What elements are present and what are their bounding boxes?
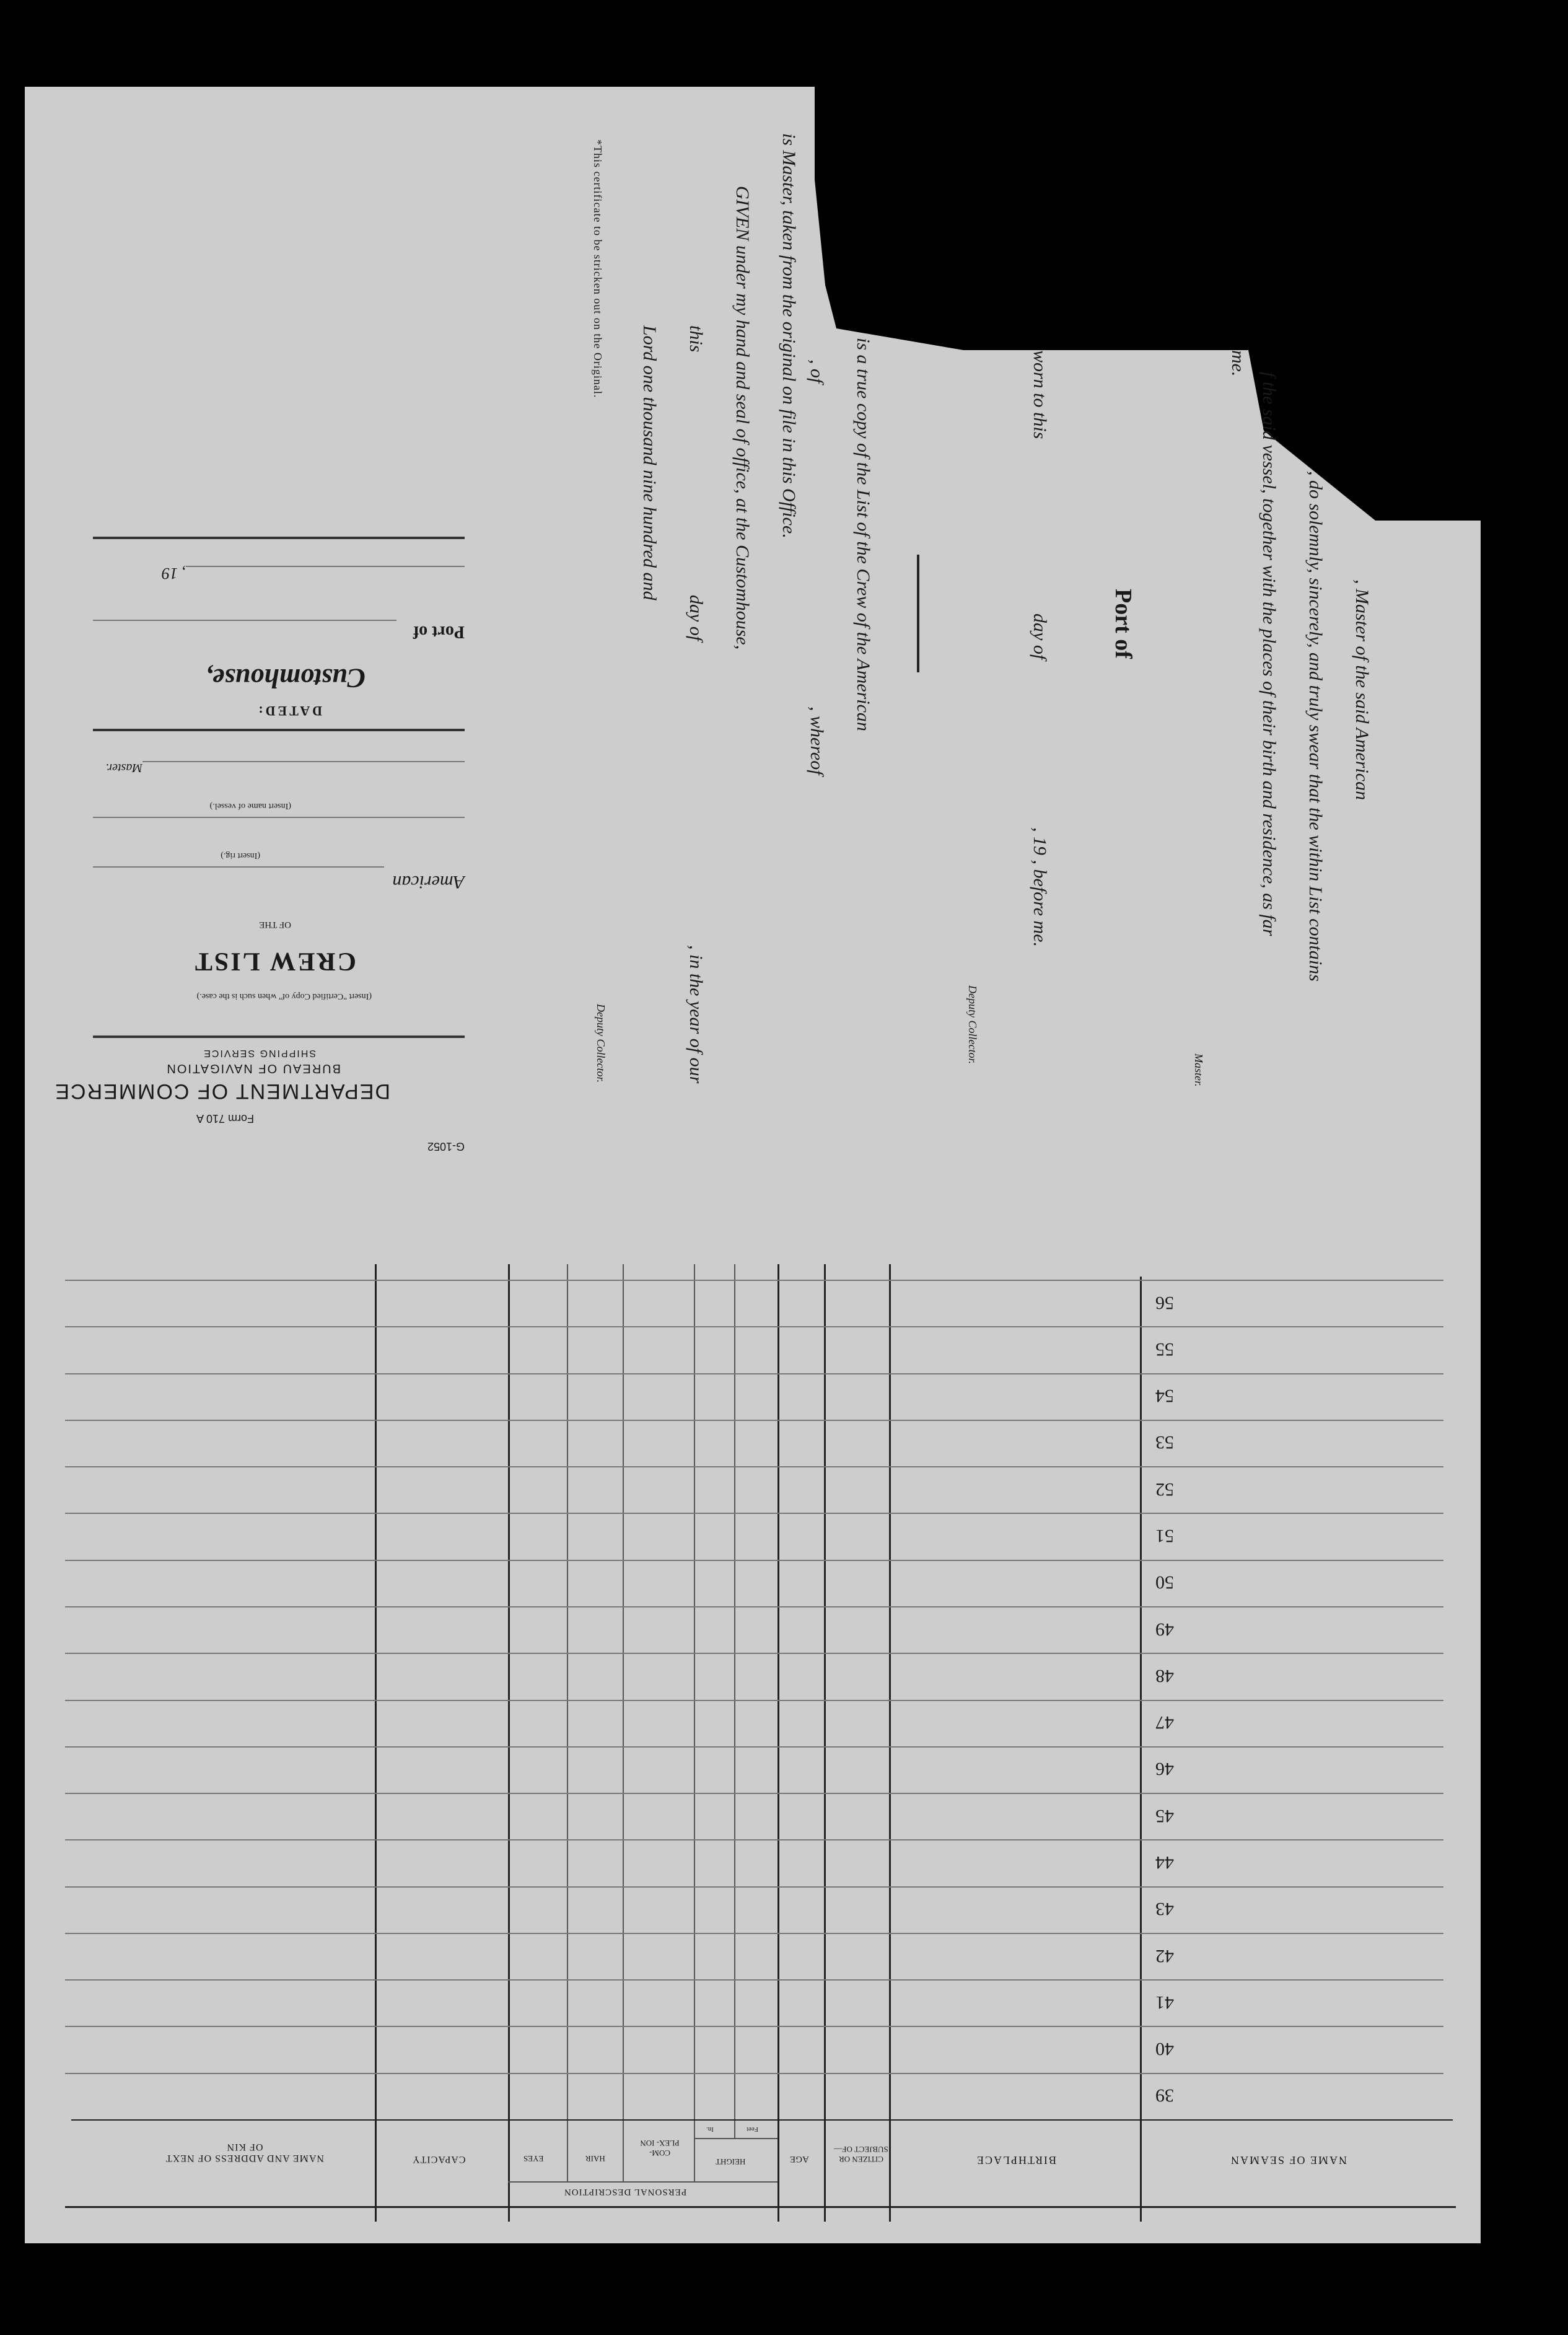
certified-note: (Insert "Certified Copy of" when such is the case.)	[196, 992, 372, 1001]
header-rule-2	[93, 729, 465, 731]
customhouse-label: Customhouse,	[206, 663, 366, 693]
header-feet: Feet	[747, 2126, 758, 2133]
header-top-rule	[71, 2119, 1453, 2121]
header-complexion: COM- PLEX- ION	[640, 2139, 680, 2158]
col-line-age	[824, 1264, 826, 2222]
table-row-number: 52	[1155, 1479, 1174, 1500]
height-sub-rule	[694, 2138, 777, 2139]
header-rule-1	[93, 1036, 465, 1038]
header-citizen: CITIZEN OR SUBJECT OF—	[834, 2145, 888, 2164]
col-line-capacity	[508, 1264, 510, 2222]
table-row-number: 55	[1155, 1339, 1174, 1360]
table-row-number: 40	[1155, 2039, 1174, 2059]
certificate-line-4: Lord one thousand nine hundred and	[639, 325, 660, 600]
table-row-number: 42	[1155, 1946, 1174, 1966]
oath-day-of: day of	[1030, 613, 1050, 660]
table-row-divider	[65, 1373, 1443, 1374]
certificate-rule	[917, 555, 919, 672]
master-line	[142, 761, 465, 762]
table-row-divider	[65, 1886, 1443, 1888]
certificate-deputy: Deputy Collector.	[595, 1004, 607, 1083]
col-line-eyes	[567, 1264, 568, 2181]
form-code: G-1052	[427, 1140, 465, 1153]
header-name-of-seaman: NAME OF SEAMAN	[1230, 2154, 1347, 2166]
personal-desc-rule	[508, 2181, 777, 2183]
table-row-divider	[65, 1839, 1443, 1840]
dept-title: DEPARTMENT OF COMMERCE	[54, 1080, 390, 1103]
header-birthplace: BIRTHPLACE	[976, 2154, 1056, 2166]
oath-line-4: me.	[1228, 350, 1248, 377]
certificate-year: , in the year of our	[686, 945, 706, 1084]
oath-sworn: worn to this	[1030, 350, 1050, 439]
table-row-divider	[65, 1420, 1443, 1421]
oath-line-2: , do solemnly, sincerely, and truly swear that the within List contains	[1305, 471, 1326, 982]
table-row-number: 46	[1155, 1759, 1174, 1779]
oath-year-before: , 19 , before me.	[1030, 827, 1050, 948]
port-line	[93, 620, 396, 621]
col-line-complexion	[694, 1264, 695, 2181]
form-number: Form 710 A	[196, 1112, 254, 1125]
table-row-divider	[65, 1653, 1443, 1654]
table-row-divider	[65, 1513, 1443, 1514]
col-line-height	[777, 1264, 779, 2222]
oath-port-of: Port of	[1110, 589, 1136, 659]
vessel-line	[93, 817, 465, 818]
year-label: , 19	[162, 565, 186, 583]
col-line-hair	[623, 1264, 624, 2181]
table-row-number: 53	[1155, 1432, 1174, 1453]
table-row-number: 50	[1155, 1572, 1174, 1593]
oath-line-3: f the said vessel, together with the places of their birth and residence, as far	[1259, 372, 1279, 936]
table-row-divider	[65, 1280, 1443, 1281]
table-row-number: 51	[1155, 1526, 1174, 1546]
table-row-divider	[65, 1933, 1443, 1934]
certificate-line-2: GIVEN under my hand and seal of office, at the Customhouse,	[732, 186, 753, 650]
table-row-number: 47	[1155, 1712, 1174, 1733]
table-row-divider	[65, 1700, 1443, 1701]
copy-line: is a true copy of the List of the Crew of the American	[853, 338, 874, 731]
table-row-number: 48	[1155, 1666, 1174, 1686]
col-line-birthplace	[1140, 1277, 1142, 2222]
of-the-label: OF THE	[259, 920, 291, 930]
header-next-of-kin: NAME AND ADDRESS OF NEXT OF KIN	[165, 2142, 325, 2163]
table-row-divider	[65, 2026, 1443, 2027]
table-row-number: 49	[1155, 1619, 1174, 1640]
rig-line	[93, 866, 384, 868]
table-row-divider	[65, 1746, 1443, 1748]
table-row-divider	[65, 1606, 1443, 1607]
oath-deputy: Deputy Collector.	[966, 985, 979, 1064]
certificate-footnote: *This certificate to be stricken out on the Original.	[592, 139, 604, 398]
col-line-height-in	[734, 1264, 735, 2138]
crew-table	[65, 1258, 1443, 2249]
table-row-divider	[65, 1560, 1443, 1561]
form-header-block	[54, 285, 465, 1153]
header-capacity: CAPACITY	[412, 2154, 466, 2165]
table-row-divider	[65, 1793, 1443, 1794]
header-personal: PERSONAL DESCRIPTION	[564, 2187, 687, 2197]
table-row-number: 43	[1155, 1899, 1174, 1919]
table-row-divider	[65, 1326, 1443, 1327]
crew-list-title: CREW LIST	[193, 947, 356, 975]
date-line	[186, 566, 465, 567]
header-eyes: EYES	[523, 2154, 544, 2163]
table-row-divider	[65, 1466, 1443, 1467]
table-row-number: 54	[1155, 1386, 1174, 1406]
insert-rig: (Insert rig.)	[221, 851, 260, 860]
oath-master-sig: Master.	[1193, 1053, 1205, 1087]
copy-whereof: , whereof	[807, 706, 827, 775]
table-bottom-rule	[65, 2206, 1456, 2208]
table-row-number: 39	[1155, 2085, 1174, 2106]
service-title: SHIPPING SERVICE	[203, 1048, 316, 1058]
dated-label: DATED:	[256, 703, 322, 719]
header-hair: HAIR	[585, 2154, 605, 2163]
port-of-label: Port of	[413, 622, 465, 641]
master-label: Master.	[105, 761, 142, 775]
table-row-number: 44	[1155, 1852, 1174, 1873]
insert-vessel: (Insert name of vessel.)	[209, 801, 291, 811]
header-inches: In.	[706, 2126, 714, 2133]
header-height: HEIGHT	[716, 2157, 746, 2166]
table-row-divider	[65, 1979, 1443, 1981]
certificate-line-1: is Master, taken from the original on file in this Office.	[779, 133, 799, 539]
table-row-number: 56	[1155, 1293, 1174, 1313]
bureau-title: BUREAU OF NAVIGATION	[165, 1062, 341, 1075]
table-row-number: 45	[1155, 1806, 1174, 1826]
header-age: AGE	[790, 2154, 809, 2164]
copy-of: , of	[807, 359, 827, 384]
certificate-this: this	[686, 325, 706, 353]
american-label: American	[392, 872, 465, 892]
col-line-kin	[375, 1264, 377, 2222]
certificate-day-of: day of	[686, 595, 706, 641]
header-rule-3	[93, 537, 465, 539]
col-line-citizen	[889, 1264, 891, 2222]
oath-line-1: , Master of the said American	[1352, 579, 1372, 801]
table-row-number: 41	[1155, 1992, 1174, 2013]
table-row-divider	[65, 2073, 1443, 2074]
